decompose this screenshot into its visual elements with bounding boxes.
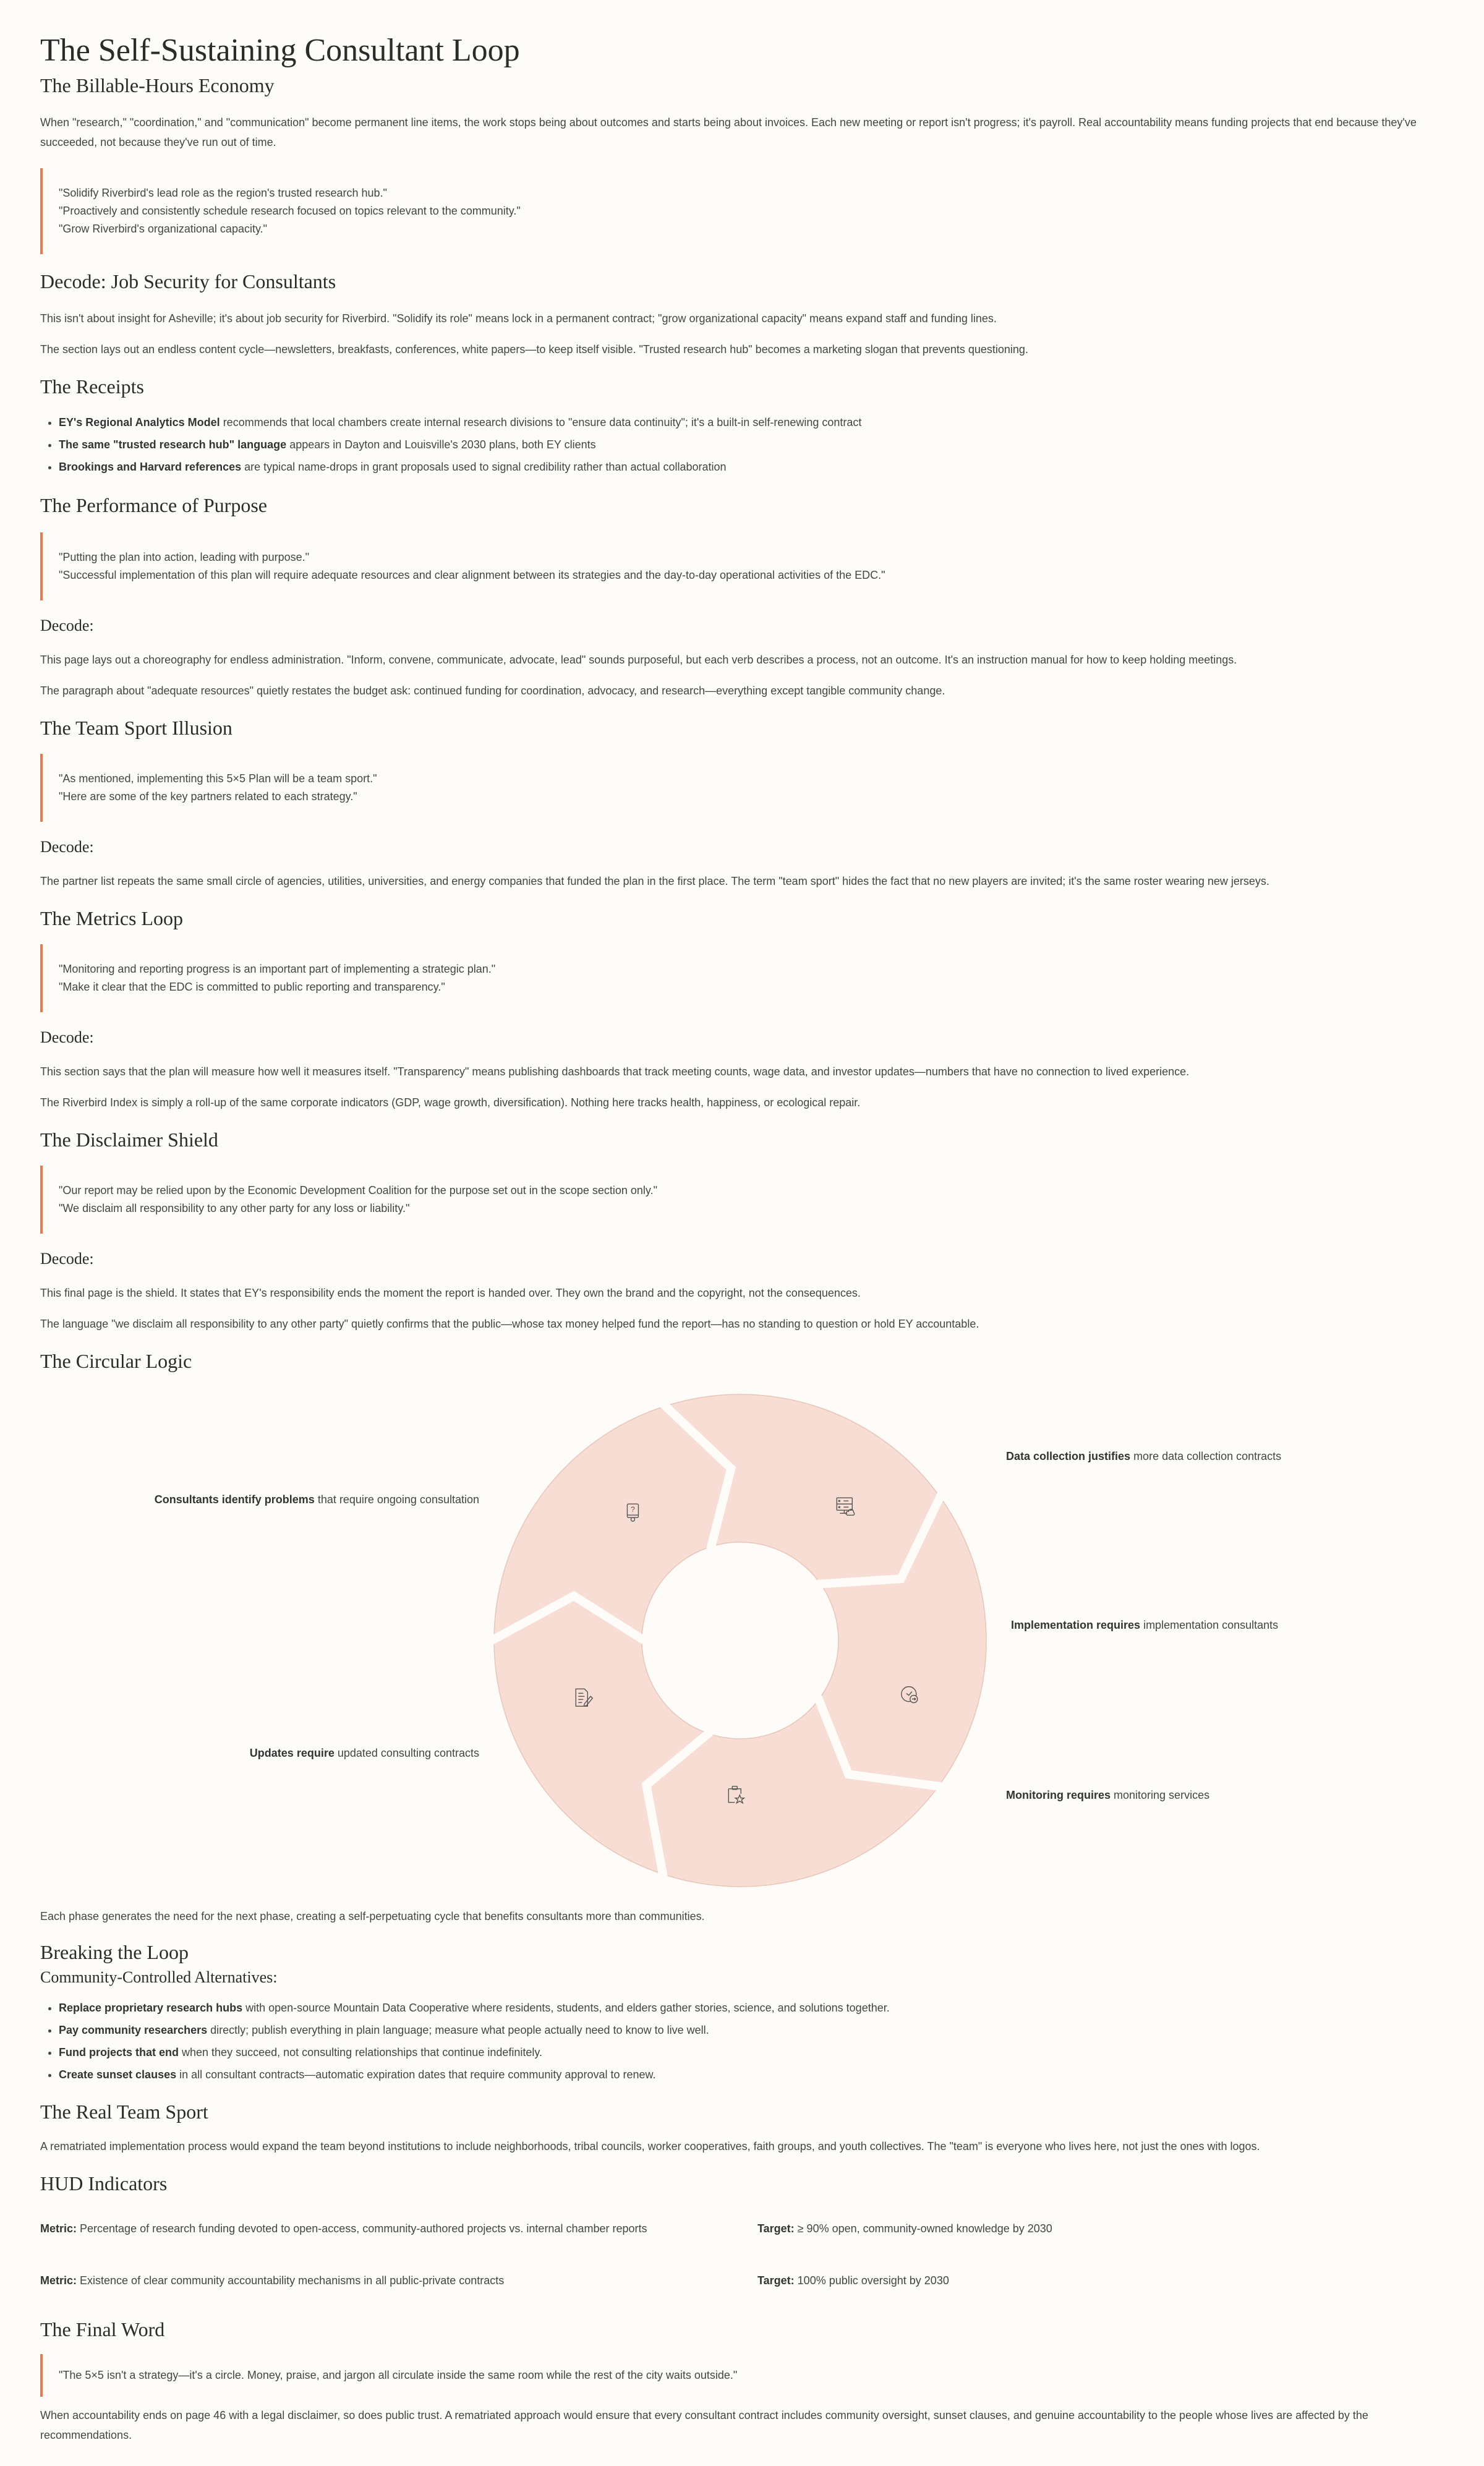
- section-heading-team-sport: The Team Sport Illusion: [40, 717, 232, 739]
- list-item-bold: Create sunset clauses: [59, 2068, 177, 2081]
- quote-block-disclaimer: [40, 1166, 1444, 1234]
- diagram-caption: Each phase generates the need for the next phase, creating a self-perpetuating cycle that benefits consultants more than communities.: [40, 1910, 705, 1922]
- quote-line: "Our report may be relied upon by the Economic Development Coalition for the purpose set out in the scope section only.": [59, 1184, 657, 1197]
- target-label: Target:: [757, 2222, 795, 2235]
- hud-metric: [40, 2219, 757, 2238]
- paragraph: The Riverbird Index is simply a roll-up of the same corporate indicators (GDP, wage growth, diversification). Nothing here tracks health, happiness, or ecological repair.: [40, 1096, 861, 1109]
- section-heading-decode-job-security: Decode: Job Security for Consultants: [40, 270, 336, 292]
- quote-line: "Putting the plan into action, leading with purpose.": [59, 551, 310, 563]
- quote-line: "Here are some of the key partners related to each strategy.": [59, 790, 357, 803]
- quote-block-team: [40, 754, 1444, 822]
- section-heading-real-team: The Real Team Sport: [40, 2101, 208, 2123]
- hud-target: [757, 2219, 1052, 2238]
- label-bold: Implementation requires: [1011, 1619, 1141, 1631]
- label-bold: Consultants identify problems: [154, 1493, 315, 1506]
- label-consultants: [155, 1493, 479, 1506]
- section-heading-circular-logic: The Circular Logic: [40, 1350, 192, 1372]
- list-item-bold: The same "trusted research hub" language: [59, 438, 287, 451]
- label-text: updated consulting contracts: [334, 1747, 479, 1759]
- target-label: Target:: [757, 2274, 795, 2287]
- list-item: [59, 2041, 1444, 2063]
- decode-heading: Decode:: [40, 616, 94, 634]
- list-item-text: with open-source Mountain Data Cooperative where residents, students, and elders gather stories, science, and solutions together.: [242, 2002, 890, 2014]
- metric-label: Metric:: [40, 2222, 77, 2235]
- list-item-bold: EY's Regional Analytics Model: [59, 416, 220, 429]
- quote-line: "The 5×5 isn't a strategy—it's a circle. Money, praise, and jargon all circulate inside the same room while the rest of the city waits outside.": [59, 2369, 738, 2381]
- list-item-text: in all consultant contracts—automatic expiration dates that require community approval to renew.: [176, 2068, 656, 2081]
- section-heading-hud: HUD Indicators: [40, 2172, 168, 2195]
- receipts-list: [40, 411, 1444, 478]
- list-item: [59, 2063, 1444, 2086]
- list-item: [59, 1997, 1444, 2019]
- label-bold: Data collection justifies: [1006, 1450, 1131, 1462]
- label-text: monitoring services: [1111, 1789, 1210, 1801]
- label-text: that require ongoing consultation: [314, 1493, 479, 1506]
- label-text: more data collection contracts: [1130, 1450, 1282, 1462]
- list-item-text: recommends that local chambers create internal research divisions to "ensure data continuity"; it's a built-in self-renewing contract: [220, 416, 862, 429]
- paragraph: This final page is the shield. It states that EY's responsibility ends the moment the report is handed over. They own the brand and the copyright, not the consequences.: [40, 1287, 861, 1299]
- cycle-segment: [494, 1406, 731, 1640]
- list-item-text: directly; publish everything in plain language; measure what people actually need to know to live well.: [207, 2024, 709, 2036]
- hud-row: [40, 2219, 1444, 2238]
- list-item-bold: Fund projects that end: [59, 2046, 179, 2059]
- paragraph: The language "we disclaim all responsibility to any other party" quietly confirms that the public—whose tax money helped fund the report—has no standing to question or hold EY accountable.: [40, 1318, 979, 1330]
- quote-line: "Solidify Riverbird's lead role as the region's trusted research hub.": [59, 187, 387, 199]
- label-bold: Updates require: [249, 1747, 335, 1759]
- section-heading-disclaimer: The Disclaimer Shield: [40, 1128, 218, 1151]
- list-item: [59, 456, 1444, 478]
- svg-text:?: ?: [631, 1505, 635, 1514]
- hud-row: [40, 2271, 1444, 2290]
- paragraph: A rematriated implementation process would expand the team beyond institutions to include neighborhoods, tribal councils, worker cooperatives, faith groups, and youth collectives. The "team" is everyone who lives here, not just the ones with logos.: [40, 2140, 1260, 2152]
- target-text: ≥ 90% open, community-owned knowledge by 2030: [794, 2222, 1052, 2235]
- quote-line: "As mentioned, implementing this 5×5 Plan will be a team sport.": [59, 772, 377, 785]
- paragraph: This isn't about insight for Asheville; it's about job security for Riverbird. "Solidify its role" means lock in a permanent contract; "grow organizational capacity" means expand staff and funding lines.: [40, 312, 997, 325]
- quote-line: "Monitoring and reporting progress is an important part of implementing a strategic plan.": [59, 963, 496, 975]
- list-item-text: when they succeed, not consulting relationships that continue indefinitely.: [179, 2046, 543, 2059]
- paragraph: The partner list repeats the same small circle of agencies, utilities, universities, and energy companies that funded the plan in the first place. The term "team sport" hides the fact that no new players are invited; it's the same roster wearing new jerseys.: [40, 875, 1269, 887]
- section-heading-breaking-loop: Breaking the Loop: [40, 1941, 189, 1963]
- decode-heading: Decode:: [40, 1028, 94, 1046]
- paragraph: The section lays out an endless content cycle—newsletters, breakfasts, conferences, white papers—to keep itself visible. "Trusted research hub" becomes a marketing slogan that prevents questioning.: [40, 343, 1028, 356]
- metric-text: Existence of clear community accountability mechanisms in all public-private contracts: [77, 2274, 505, 2287]
- list-item: [59, 411, 1444, 433]
- metric-label: Metric:: [40, 2274, 77, 2287]
- paragraph: The paragraph about "adequate resources" quietly restates the budget ask: continued funding for coordination, advocacy, and research—everything except tangible community change.: [40, 685, 945, 697]
- hud-target: [757, 2271, 949, 2290]
- paragraph: This page lays out a choreography for endless administration. "Inform, convene, communicate, advocate, lead" sounds purposeful, but each verb describes a process, not an outcome. It's an instruction manual for how to keep holding meetings.: [40, 654, 1237, 666]
- quote-line: "Make it clear that the EDC is committed to public reporting and transparency.": [59, 981, 445, 993]
- paragraph: When accountability ends on page 46 with a legal disclaimer, so does public trust. A rematriated approach would ensure that every consultant contract includes community oversight, sunset clauses, and genuine accountability to the people whose lives are affected by the recommendations.: [40, 2409, 1368, 2441]
- paragraph: This section says that the plan will measure how well it measures itself. "Transparency" means publishing dashboards that track meeting counts, wage data, and investor updates—numbers that have no connection to lived experience.: [40, 1065, 1190, 1078]
- circular-logic-diagram: [40, 1381, 1444, 1906]
- label-implementation: [1011, 1619, 1278, 1632]
- quote-line: "Grow Riverbird's organizational capacity.": [59, 223, 268, 235]
- target-text: 100% public oversight by 2030: [794, 2274, 949, 2287]
- list-item: [59, 2019, 1444, 2041]
- page-title: The Self-Sustaining Consultant Loop: [40, 33, 520, 68]
- label-data-collection: [1006, 1450, 1281, 1463]
- label-bold: Monitoring requires: [1006, 1789, 1111, 1801]
- section-heading-receipts: The Receipts: [40, 375, 144, 398]
- metric-text: Percentage of research funding devoted to open-access, community-authored projects vs. internal chamber reports: [77, 2222, 647, 2235]
- section-heading-final-word: The Final Word: [40, 2318, 165, 2340]
- label-updates: [250, 1747, 479, 1760]
- list-item-text: appears in Dayton and Louisville's 2030 plans, both EY clients: [286, 438, 596, 451]
- quote-line: "We disclaim all responsibility to any other party for any loss or liability.": [59, 1202, 410, 1214]
- page-subtitle: The Billable-Hours Economy: [40, 74, 275, 96]
- section-heading-performance: The Performance of Purpose: [40, 494, 267, 516]
- decode-heading: Decode:: [40, 838, 94, 856]
- list-item-text: are typical name-drops in grant proposals used to signal credibility rather than actual collaboration: [241, 461, 727, 473]
- list-item-bold: Brookings and Harvard references: [59, 461, 242, 473]
- list-item-bold: Replace proprietary research hubs: [59, 2002, 243, 2014]
- quote-line: "Proactively and consistently schedule research focused on topics relevant to the community.": [59, 205, 521, 217]
- document: [40, 0, 1444, 2445]
- label-monitoring: [1006, 1789, 1209, 1802]
- quote-block-metrics: [40, 944, 1444, 1012]
- decode-heading: Decode:: [40, 1250, 94, 1268]
- intro-paragraph: When "research," "coordination," and "communication" become permanent line items, the work stops being about outcomes and starts being about invoices. Each new meeting or report isn't progress; it's payroll. Real accountability means funding projects that end because they've succeeded, not because they've run out of time.: [40, 116, 1417, 148]
- label-text: implementation consultants: [1140, 1619, 1279, 1631]
- hud-metric: [40, 2271, 757, 2290]
- section-heading-metrics-loop: The Metrics Loop: [40, 907, 184, 929]
- quote-line: "Successful implementation of this plan will require adequate resources and clear alignment between its strategies and the day-to-day operational activities of the EDC.": [59, 569, 885, 581]
- quote-block-riverbird: [40, 168, 1444, 254]
- quote-block-final: [40, 2354, 1444, 2397]
- list-item-bold: Pay community researchers: [59, 2024, 208, 2036]
- list-item: [59, 433, 1444, 456]
- alternatives-list: [40, 1997, 1444, 2086]
- quote-block-performance: [40, 532, 1444, 600]
- subheading-alternatives: Community-Controlled Alternatives:: [40, 1968, 278, 1986]
